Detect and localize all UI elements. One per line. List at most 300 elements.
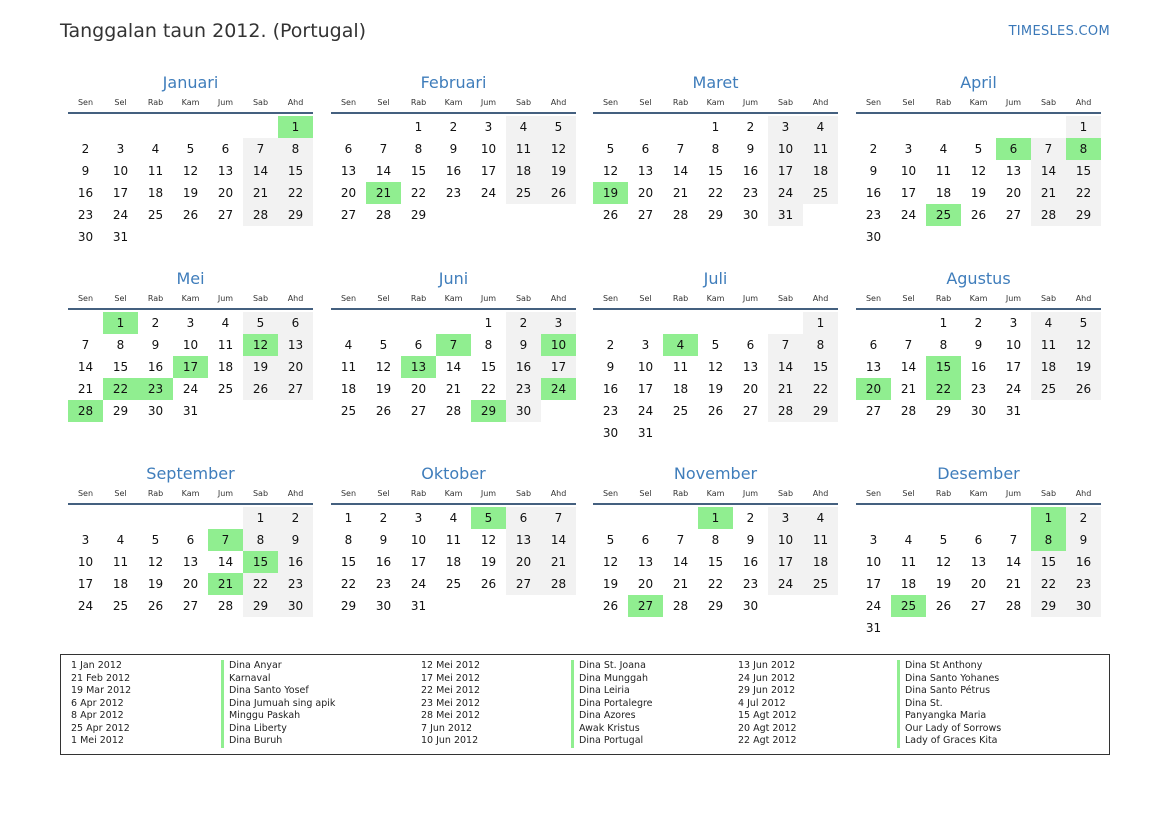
day-cell: 26: [147, 599, 164, 613]
day-cell: 8: [414, 142, 423, 156]
day-cell: 3: [186, 316, 195, 330]
weekday-label: Ahd: [812, 98, 829, 107]
day-cell: 2: [606, 338, 615, 352]
holiday-name: Karnaval: [221, 673, 335, 686]
weekday-label: Ahd: [287, 98, 304, 107]
day-cell: 26: [707, 404, 724, 418]
holiday-date: 7 Jun 2012: [421, 722, 473, 734]
weekday-label: Sel: [377, 489, 390, 498]
day-cell: 20: [217, 186, 234, 200]
day-cell: 22: [287, 186, 304, 200]
day-cell: 13: [742, 360, 759, 374]
holiday-name: Dina Buruh: [221, 735, 335, 748]
day-cell: 9: [1079, 533, 1088, 547]
day-cell: 14: [672, 164, 689, 178]
day-cell: 21: [777, 382, 794, 396]
weekday-label: Sen: [77, 489, 94, 498]
day-cell: 25: [672, 404, 689, 418]
day-cell: 26: [935, 599, 952, 613]
day-cell: 17: [112, 186, 129, 200]
day-cell: 5: [711, 338, 720, 352]
day-cell: 5: [1079, 316, 1088, 330]
holiday-date: 19 Mar 2012: [71, 685, 132, 696]
weekday-label: Sab: [515, 294, 532, 303]
holiday-date: 20 Agt 2012: [738, 722, 797, 734]
holiday-day-cell: 12: [243, 334, 278, 356]
day-cell: 14: [550, 533, 567, 547]
day-cell: 7: [81, 338, 90, 352]
day-cell: 7: [676, 142, 685, 156]
day-cell: 27: [637, 208, 654, 222]
holiday-day-cell: 7: [436, 334, 471, 356]
day-cell: 17: [410, 555, 427, 569]
day-cell: 14: [672, 555, 689, 569]
day-cell: 6: [641, 533, 650, 547]
month-januari: [68, 72, 313, 248]
weekday-label: Rab: [672, 489, 689, 498]
day-cell: 18: [515, 164, 532, 178]
weekday-label: Sen: [340, 294, 357, 303]
holiday-date: 25 Apr 2012: [71, 722, 130, 734]
day-cell: 26: [602, 208, 619, 222]
day-cell: 19: [602, 577, 619, 591]
weekday-header: [593, 94, 838, 112]
day-cell: 4: [816, 120, 825, 134]
month-rule: [331, 503, 576, 505]
day-cell: 20: [742, 382, 759, 396]
day-cell: 23: [865, 208, 882, 222]
day-cell: 12: [480, 533, 497, 547]
day-cell: 17: [77, 577, 94, 591]
weekday-label: Sen: [340, 98, 357, 107]
day-cell: 19: [970, 186, 987, 200]
weekday-label: Jum: [1005, 98, 1022, 107]
weekday-label: Jum: [480, 294, 497, 303]
day-cell: 5: [379, 338, 388, 352]
holiday-name: Dina Jumuah sing apik: [221, 698, 335, 711]
month-september: [68, 463, 313, 639]
day-cell: 22: [1040, 577, 1057, 591]
day-cell: 20: [410, 382, 427, 396]
weekday-label: Rab: [147, 294, 164, 303]
day-cell: 24: [1005, 382, 1022, 396]
weekday-label: Jum: [480, 489, 497, 498]
day-cell: 25: [217, 382, 234, 396]
day-cell: 29: [707, 208, 724, 222]
day-cell: 15: [707, 164, 724, 178]
day-cell: 4: [151, 142, 160, 156]
day-cell: 10: [112, 164, 129, 178]
holiday-day-cell: 8: [1031, 529, 1066, 551]
day-cell: 2: [974, 316, 983, 330]
day-cell: 2: [746, 120, 755, 134]
day-cell: 30: [602, 426, 619, 440]
weekday-label: Kam: [444, 294, 463, 303]
day-cell: 10: [1005, 338, 1022, 352]
day-cell: 14: [217, 555, 234, 569]
weekday-label: Sen: [865, 98, 882, 107]
month-name: Januari: [162, 73, 219, 92]
day-cell: 15: [287, 164, 304, 178]
day-cell: 1: [414, 120, 423, 134]
holiday-day-cell: 13: [401, 356, 436, 378]
holiday-dates-column: [421, 660, 480, 748]
weekday-label: Kam: [181, 294, 200, 303]
day-cell: 5: [606, 533, 615, 547]
day-cell: 29: [112, 404, 129, 418]
day-grid: [593, 312, 838, 444]
page-title: Tanggalan taun 2012. (Portugal): [60, 20, 367, 42]
day-cell: 18: [900, 577, 917, 591]
day-cell: 12: [375, 360, 392, 374]
day-cell: 20: [970, 577, 987, 591]
holiday-day-cell: 23: [138, 378, 173, 400]
day-cell: 2: [869, 142, 878, 156]
day-cell: 27: [865, 404, 882, 418]
day-grid: [68, 116, 313, 248]
month-agustus: [856, 268, 1101, 444]
holiday-date: 10 Jun 2012: [421, 735, 479, 746]
day-cell: 26: [480, 577, 497, 591]
day-cell: 19: [550, 164, 567, 178]
day-cell: 17: [777, 555, 794, 569]
day-cell: 23: [970, 382, 987, 396]
day-cell: 2: [519, 316, 528, 330]
day-cell: 21: [1005, 577, 1022, 591]
day-cell: 3: [904, 142, 913, 156]
day-cell: 26: [970, 208, 987, 222]
day-cell: 30: [77, 230, 94, 244]
day-cell: 3: [869, 533, 878, 547]
day-cell: 28: [1005, 599, 1022, 613]
brand-link[interactable]: TIMESLES.COM: [1008, 24, 1110, 39]
weekday-label: Sen: [77, 98, 94, 107]
day-cell: 30: [287, 599, 304, 613]
weekday-label: Sen: [865, 294, 882, 303]
day-cell: 17: [900, 186, 917, 200]
weekday-label: Kam: [181, 98, 200, 107]
weekday-label: Rab: [672, 98, 689, 107]
day-cell: 21: [550, 555, 567, 569]
day-cell: 14: [375, 164, 392, 178]
day-cell: 13: [637, 164, 654, 178]
day-cell: 31: [865, 621, 882, 635]
weekday-label: Sab: [252, 294, 269, 303]
weekday-label: Rab: [410, 98, 427, 107]
day-cell: 7: [379, 142, 388, 156]
day-cell: 18: [812, 555, 829, 569]
day-cell: 17: [777, 164, 794, 178]
month-name: Desember: [937, 464, 1020, 483]
weekday-label: Sel: [377, 98, 390, 107]
day-grid: [331, 507, 576, 639]
day-cell: 7: [256, 142, 265, 156]
holiday-day-cell: 21: [366, 182, 401, 204]
day-cell: 19: [935, 577, 952, 591]
day-cell: 29: [1075, 208, 1092, 222]
day-cell: 29: [410, 208, 427, 222]
weekday-label: Sel: [377, 294, 390, 303]
month-rule: [593, 112, 838, 114]
day-cell: 6: [746, 338, 755, 352]
weekday-label: Kam: [444, 98, 463, 107]
holiday-date: 1 Mei 2012: [71, 735, 124, 746]
day-cell: 4: [816, 511, 825, 525]
day-cell: 22: [707, 577, 724, 591]
day-cell: 10: [900, 164, 917, 178]
weekday-label: Ahd: [812, 489, 829, 498]
day-cell: 2: [379, 511, 388, 525]
holiday-day-cell: 19: [593, 182, 628, 204]
holiday-day-cell: 1: [1031, 507, 1066, 529]
day-cell: 18: [217, 360, 234, 374]
day-cell: 15: [410, 164, 427, 178]
day-cell: 18: [340, 382, 357, 396]
day-cell: 16: [287, 555, 304, 569]
holiday-day-cell: 1: [103, 312, 138, 334]
day-cell: 12: [1075, 338, 1092, 352]
holiday-day-cell: 10: [541, 334, 576, 356]
day-cell: 24: [112, 208, 129, 222]
day-cell: 10: [865, 555, 882, 569]
weekday-label: Rab: [410, 489, 427, 498]
day-cell: 8: [939, 338, 948, 352]
weekday-label: Kam: [706, 489, 725, 498]
day-cell: 18: [147, 186, 164, 200]
day-cell: 6: [414, 338, 423, 352]
month-rule: [68, 308, 313, 310]
day-cell: 8: [291, 142, 300, 156]
holiday-date: 24 Jun 2012: [738, 672, 796, 684]
day-cell: 31: [777, 208, 794, 222]
weekday-header: [68, 94, 313, 112]
day-cell: 13: [637, 555, 654, 569]
holiday-day-cell: 6: [996, 138, 1031, 160]
day-cell: 9: [151, 338, 160, 352]
day-cell: 9: [746, 533, 755, 547]
day-cell: 12: [550, 142, 567, 156]
weekday-label: Sab: [777, 98, 794, 107]
day-cell: 2: [291, 511, 300, 525]
weekday-label: Sen: [340, 489, 357, 498]
day-cell: 20: [287, 360, 304, 374]
day-cell: 18: [812, 164, 829, 178]
day-cell: 3: [641, 338, 650, 352]
weekday-label: Sen: [602, 98, 619, 107]
day-cell: 25: [812, 186, 829, 200]
day-cell: 11: [672, 360, 689, 374]
day-cell: 16: [147, 360, 164, 374]
month-name: Juli: [703, 269, 728, 288]
day-cell: 27: [217, 208, 234, 222]
holiday-date: 28 Mei 2012: [421, 710, 480, 721]
day-cell: 27: [1005, 208, 1022, 222]
day-cell: 7: [904, 338, 913, 352]
holiday-dates-column: [71, 660, 131, 748]
day-cell: 11: [515, 142, 532, 156]
day-cell: 12: [970, 164, 987, 178]
day-cell: 23: [1075, 577, 1092, 591]
day-cell: 26: [602, 599, 619, 613]
day-cell: 4: [904, 533, 913, 547]
weekday-header: [856, 94, 1101, 112]
weekday-header: [331, 290, 576, 308]
day-cell: 10: [182, 338, 199, 352]
weekday-label: Ahd: [550, 489, 567, 498]
day-cell: 21: [672, 186, 689, 200]
holiday-day-cell: 25: [926, 204, 961, 226]
month-rule: [856, 308, 1101, 310]
day-cell: 10: [777, 142, 794, 156]
day-cell: 23: [445, 186, 462, 200]
holiday-name: Dina Portalegre: [571, 698, 653, 711]
weekday-label: Sab: [1040, 294, 1057, 303]
holiday-date: 15 Agt 2012: [738, 710, 797, 721]
holiday-name: Minggu Paskah: [221, 710, 335, 723]
weekday-label: Sab: [777, 294, 794, 303]
day-cell: 7: [676, 533, 685, 547]
day-cell: 20: [182, 577, 199, 591]
day-cell: 30: [375, 599, 392, 613]
day-cell: 7: [781, 338, 790, 352]
day-cell: 14: [1005, 555, 1022, 569]
month-rule: [856, 503, 1101, 505]
day-cell: 29: [812, 404, 829, 418]
weekday-label: Ahd: [550, 294, 567, 303]
day-cell: 15: [480, 360, 497, 374]
weekday-label: Jum: [742, 98, 759, 107]
day-cell: 29: [287, 208, 304, 222]
day-cell: 31: [410, 599, 427, 613]
day-cell: 17: [865, 577, 882, 591]
month-april: [856, 72, 1101, 248]
day-cell: 9: [746, 142, 755, 156]
holiday-dates-column: [738, 660, 797, 748]
weekday-label: Jum: [1005, 489, 1022, 498]
holiday-name: Awak Kristus: [571, 723, 653, 736]
month-name: November: [673, 464, 758, 483]
day-cell: 1: [484, 316, 493, 330]
day-cell: 6: [221, 142, 230, 156]
weekday-label: Sel: [114, 98, 127, 107]
holiday-day-cell: 24: [541, 378, 576, 400]
day-cell: 23: [602, 404, 619, 418]
day-cell: 16: [602, 382, 619, 396]
holiday-date: 23 Mei 2012: [421, 697, 480, 709]
weekday-label: Kam: [969, 489, 988, 498]
day-cell: 3: [81, 533, 90, 547]
weekday-header: [856, 485, 1101, 503]
day-cell: 3: [484, 120, 493, 134]
day-cell: 13: [340, 164, 357, 178]
holiday-day-cell: 15: [243, 551, 278, 573]
weekday-label: Sab: [1040, 98, 1057, 107]
day-cell: 28: [445, 404, 462, 418]
weekday-label: Jum: [217, 489, 234, 498]
weekday-header: [68, 485, 313, 503]
day-cell: 11: [147, 164, 164, 178]
day-cell: 8: [711, 533, 720, 547]
day-cell: 8: [484, 338, 493, 352]
day-cell: 19: [1075, 360, 1092, 374]
day-cell: 31: [182, 404, 199, 418]
day-grid: [856, 312, 1101, 444]
day-cell: 28: [217, 599, 234, 613]
day-cell: 11: [1040, 338, 1057, 352]
day-cell: 5: [606, 142, 615, 156]
day-cell: 27: [287, 382, 304, 396]
day-cell: 4: [221, 316, 230, 330]
day-cell: 17: [1005, 360, 1022, 374]
day-cell: 24: [637, 404, 654, 418]
day-cell: 30: [1075, 599, 1092, 613]
holiday-names-column: [221, 660, 335, 748]
month-rule: [331, 112, 576, 114]
day-cell: 3: [116, 142, 125, 156]
weekday-header: [593, 290, 838, 308]
day-cell: 31: [637, 426, 654, 440]
weekday-label: Kam: [706, 98, 725, 107]
weekday-label: Sel: [114, 489, 127, 498]
day-cell: 13: [217, 164, 234, 178]
weekday-label: Kam: [181, 489, 200, 498]
month-name: Oktober: [421, 464, 486, 483]
weekday-label: Sen: [602, 294, 619, 303]
day-cell: 4: [519, 120, 528, 134]
holiday-name: Dina Santo Yohanes: [897, 673, 1001, 686]
day-grid: [593, 116, 838, 248]
day-cell: 15: [812, 360, 829, 374]
day-cell: 17: [480, 164, 497, 178]
day-cell: 6: [291, 316, 300, 330]
weekday-label: Kam: [969, 294, 988, 303]
month-rule: [68, 112, 313, 114]
weekday-label: Sel: [639, 98, 652, 107]
month-rule: [856, 112, 1101, 114]
weekday-label: Sel: [639, 489, 652, 498]
day-cell: 16: [742, 555, 759, 569]
day-cell: 4: [939, 142, 948, 156]
day-cell: 18: [445, 555, 462, 569]
day-cell: 27: [340, 208, 357, 222]
weekday-label: Sab: [515, 489, 532, 498]
day-cell: 19: [707, 382, 724, 396]
weekday-label: Sab: [777, 489, 794, 498]
day-cell: 9: [379, 533, 388, 547]
day-cell: 1: [256, 511, 265, 525]
day-cell: 9: [449, 142, 458, 156]
holiday-day-cell: 1: [698, 507, 733, 529]
day-cell: 26: [550, 186, 567, 200]
day-cell: 21: [672, 577, 689, 591]
holiday-day-cell: 28: [68, 400, 103, 422]
holiday-day-cell: 8: [1066, 138, 1101, 160]
weekday-label: Sab: [1040, 489, 1057, 498]
weekday-header: [593, 485, 838, 503]
day-cell: 8: [711, 142, 720, 156]
day-cell: 21: [1040, 186, 1057, 200]
month-name: Mei: [176, 269, 205, 288]
day-cell: 8: [116, 338, 125, 352]
day-cell: 20: [637, 577, 654, 591]
day-cell: 20: [1005, 186, 1022, 200]
day-cell: 26: [375, 404, 392, 418]
day-cell: 16: [865, 186, 882, 200]
holiday-name: Dina Anyar: [221, 660, 335, 673]
day-cell: 2: [449, 120, 458, 134]
weekday-label: Sen: [865, 489, 882, 498]
holiday-date: 1 Jan 2012: [71, 660, 122, 671]
